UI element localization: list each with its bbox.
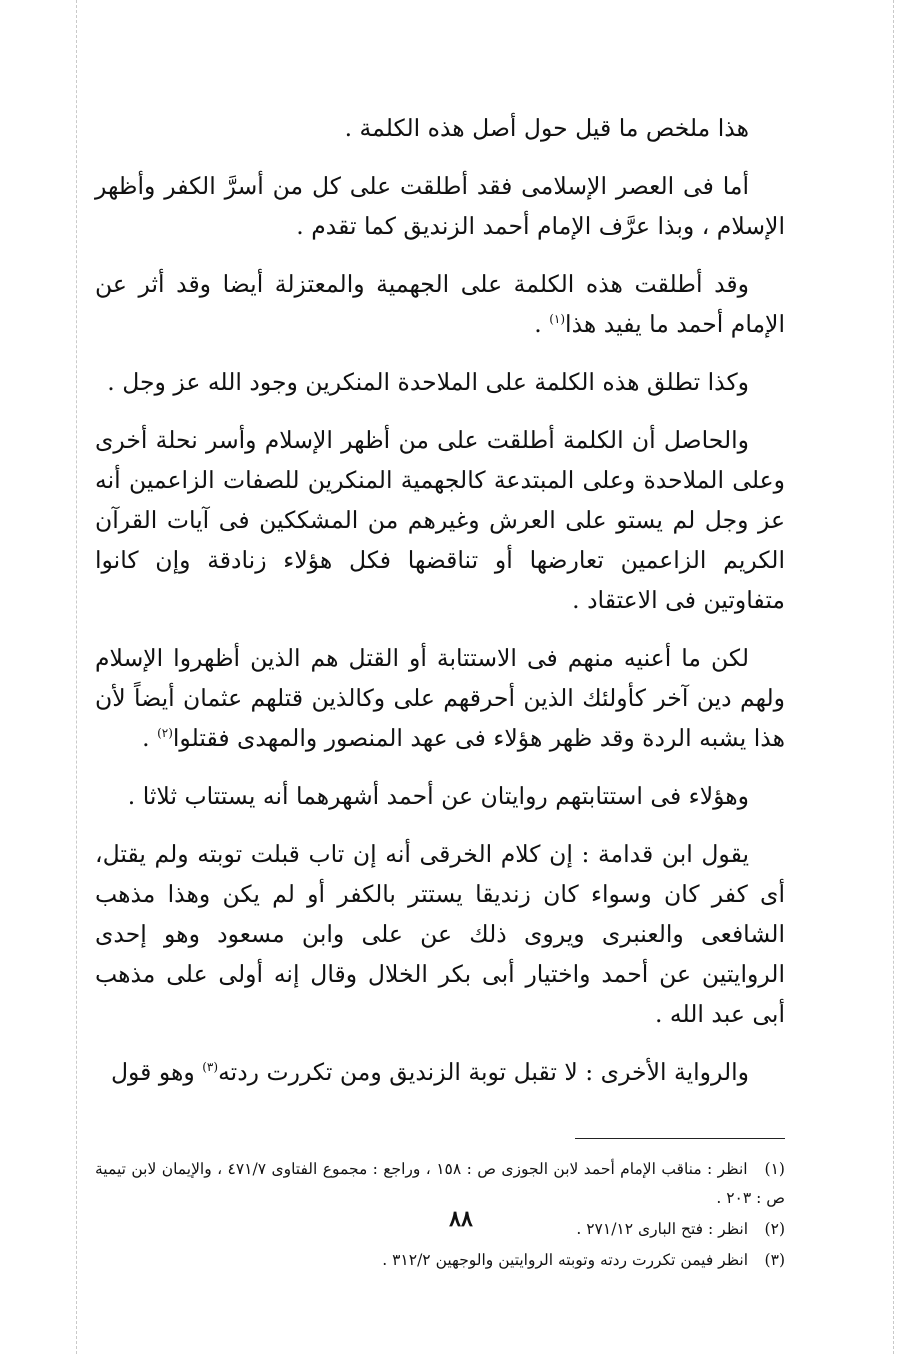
- paragraph-tail: .: [534, 310, 550, 338]
- paragraph-8: [95, 834, 785, 1034]
- scan-edge-right: [893, 0, 894, 1354]
- page-number: ٨٨: [449, 1206, 473, 1232]
- footnote-text: انظر فيمن تكررت ردته وتوبته الروايتين والوجهين ٣١٢/٢ .: [382, 1251, 749, 1269]
- paragraph-text: هذا ملخص ما قيل حول أصل هذه الكلمة .: [344, 114, 749, 142]
- paragraph-text: وكذا تطلق هذه الكلمة على الملاحدة المنكرين وجود الله عز وجل .: [107, 368, 749, 396]
- footnote-ref-2: (٢): [157, 726, 173, 741]
- main-text: [95, 108, 785, 1092]
- paragraph-2: [95, 166, 785, 246]
- paragraph-4: [95, 362, 785, 402]
- footnote-ref-1: (١): [549, 312, 566, 327]
- footnote-text: انظر : فتح البارى ٢٧١/١٢ .: [576, 1220, 749, 1238]
- paragraph-text: لكن ما أعنيه منهم فى الاستتابة أو القتل هم الذين أظهروا الإسلام ولهم دين آخر كأولئك الذين أحرقهم على وكالذين قتلهم عثمان أيضاً لأن هذا يشبه الردة وقد ظهر هؤلاء فى عهد المنصور والمهدى فقتلوا: [95, 644, 785, 752]
- footnote-separator: [575, 1138, 785, 1139]
- scan-edge-left: [76, 0, 77, 1354]
- footnote-1: [95, 1155, 785, 1213]
- paragraph-tail: .: [142, 724, 158, 752]
- paragraph-7: [95, 776, 785, 816]
- footnote-3: [95, 1246, 785, 1275]
- paragraph-9: [95, 1052, 785, 1092]
- paragraph-text: أما فى العصر الإسلامى فقد أطلقت على كل من أسرَّ الكفر وأظهر الإسلام ، وبذا عرَّف الإمام أحمد الزنديق كما تقدم .: [95, 172, 785, 240]
- paragraph-6: [95, 638, 785, 758]
- paragraph-tail: وهو قول: [110, 1058, 203, 1086]
- paragraph-text: والرواية الأخرى : لا تقبل توبة الزنديق ومن تكررت ردته: [218, 1058, 749, 1086]
- footnote-number: (٢): [764, 1220, 785, 1238]
- paragraph-text: والحاصل أن الكلمة أطلقت على من أظهر الإسلام وأسر نحلة أخرى وعلى الملاحدة وعلى المبتدعة كالجهمية المنكرين للصفات الزاعمين أنه عز وجل لم يستو على العرش وغيرهم من المشككين فى آيات القرآن الكريم الزاعمين تعارضها أو تناقضها فكل هؤلاء زنادقة وإن كانوا متفاوتين فى الاعتقاد .: [95, 426, 785, 614]
- paragraph-text: وهؤلاء فى استتابتهم روايتان عن أحمد أشهرهما أنه يستتاب ثلاثا .: [127, 782, 749, 810]
- paragraph-3: [95, 264, 785, 344]
- paragraph-5: [95, 420, 785, 620]
- paragraph-text: يقول ابن قدامة : إن كلام الخرقى أنه إن تاب قبلت توبته ولم يقتل، أى كفر كان وسواء كان زنديقا يستتر بالكفر أو لم يكن وهذا مذهب الشافعى والعنبرى ويروى ذلك عن على وابن مسعود وهو إحدى الروايتين عن أحمد واختيار أبى بكر الخلال وقال إنه أولى على مذهب أبى عبد الله .: [95, 840, 785, 1028]
- footnote-text: انظر : مناقب الإمام أحمد لابن الجوزى ص : ١٥٨ ، وراجع : مجموع الفتاوى ٤٧١/٧ ، والإيمان لابن تيمية ص : ٢٠٣ .: [95, 1160, 785, 1207]
- footnote-number: (٣): [764, 1251, 785, 1269]
- footnote-number: (١): [764, 1160, 785, 1178]
- paragraph-text: وقد أطلقت هذه الكلمة على الجهمية والمعتزلة أيضا وقد أثر عن الإمام أحمد ما يفيد هذا: [95, 270, 785, 338]
- paragraph-1: [95, 108, 785, 148]
- footnote-ref-3: (٣): [202, 1060, 219, 1075]
- book-page: [95, 108, 785, 1277]
